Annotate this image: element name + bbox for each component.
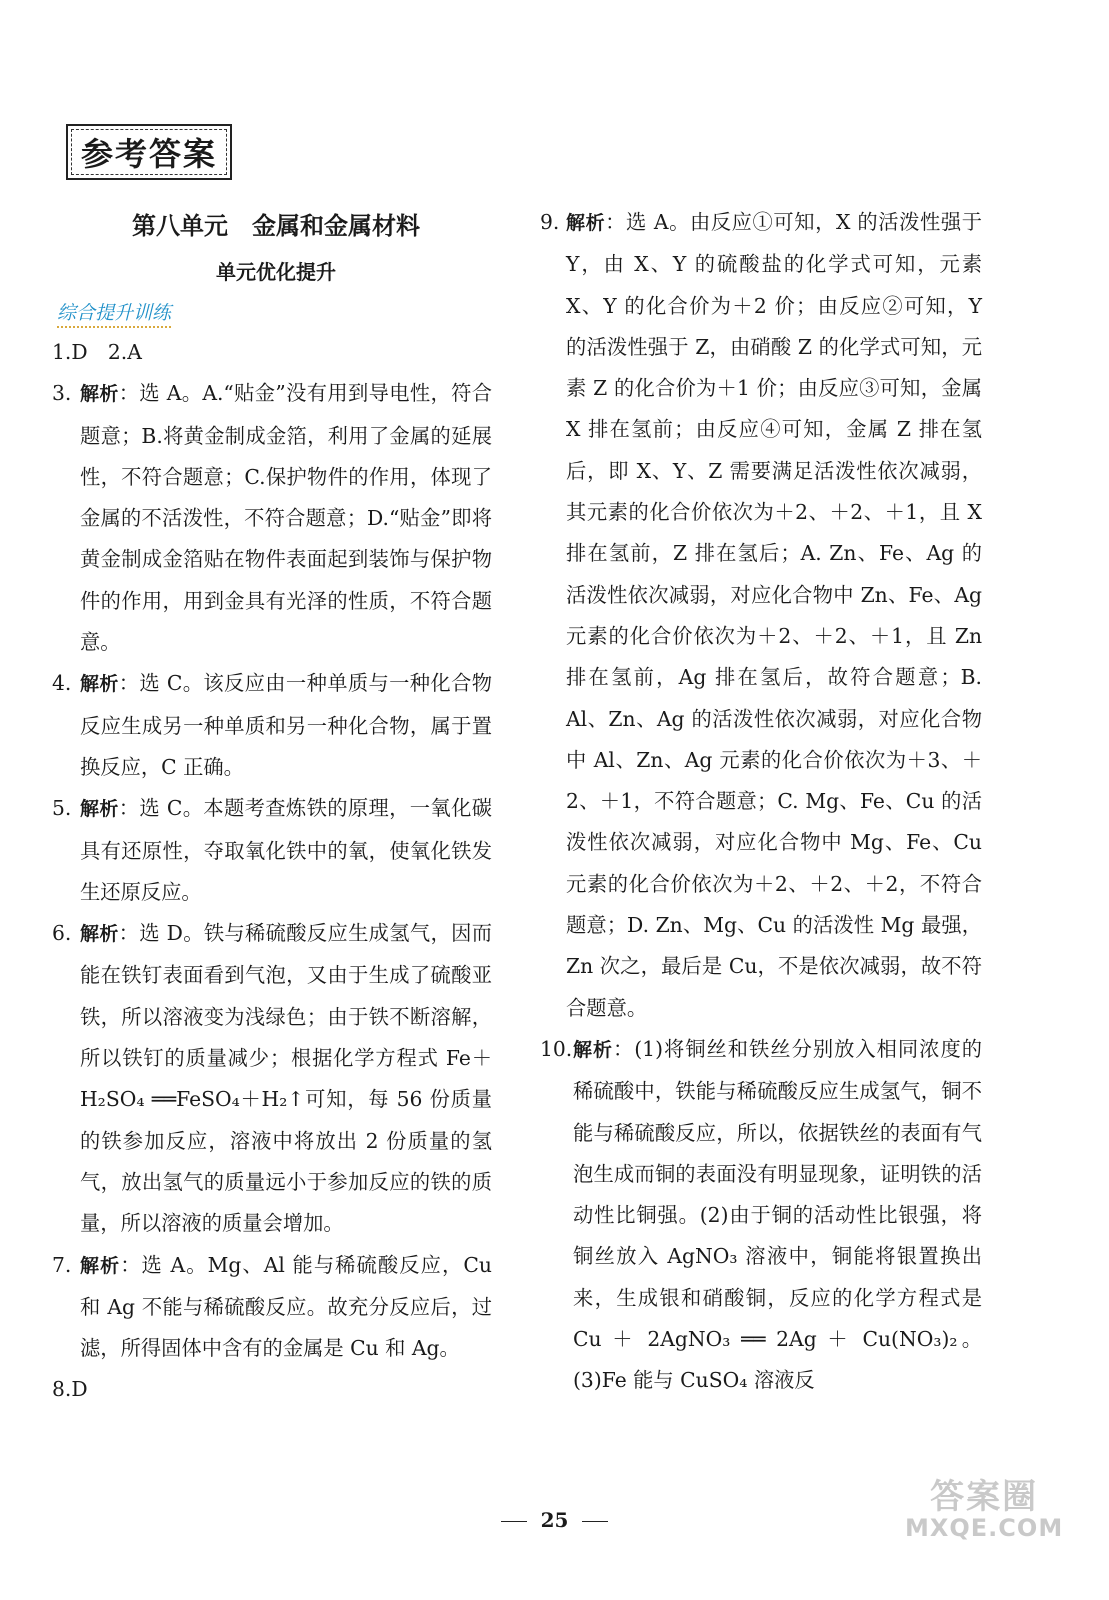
item-text: ：选 D。铁与稀硫酸反应生成氢气，因而能在铁钉表面看到气泡，又由于生成了硫酸亚铁，所以溶液变为浅绿色；由于铁不断溶解，所以铁钉的质量减少；根据化学方程式 Fe＋H₂SO₄ ══FeSO₄＋H₂↑可知，每 56 份质量的铁参加反应，溶液中将放出 2 份质量的氢气，放出氢气的质量远小于参加反应的铁的质量，所以溶液的质量会增加。 — [80, 921, 492, 1236]
analysis-label: 解析 — [80, 923, 119, 946]
item-number: 7. — [52, 1252, 72, 1277]
watermark-text: 答案圈 — [930, 1477, 1039, 1517]
answers-1-2: 1.D 2.A — [52, 340, 142, 364]
page-number-value: 25 — [540, 1508, 569, 1532]
answer-item-5 — [52, 788, 492, 913]
item-number: 3. — [52, 381, 72, 406]
item-text: ：选 C。本题考查炼铁的原理，一氧化碳具有还原性，夺取氧化铁中的氧，使氧化铁发生还原反应。 — [80, 796, 492, 904]
answer-8: 8.D — [52, 1377, 88, 1402]
answer-item-7 — [52, 1245, 492, 1370]
answer-title-box — [66, 124, 232, 180]
right-column — [540, 202, 982, 1402]
item-text: ：选 C。该反应由一种单质与一种化合物反应生成另一种单质和另一种化合物，属于置换反应，C 正确。 — [80, 671, 492, 779]
left-column — [52, 332, 492, 1411]
analysis-label: 解析 — [80, 673, 119, 696]
item-text: ：选 A。由反应①可知，X 的活泼性强于 Y，由 X、Y 的硫酸盐的化学式可知，元素 X、Y 的化合价为＋2 价；由反应②可知，Y 的活泼性强于 Z，由硝酸 Z 的化学式可知，元素 Z 的化合价为＋1 价；由反应③可知，金属 X 排在氢前；由反应④可知，金属 Z 排在氢后，即 X、Y、Z 需要满足活泼性依次减弱，其元素的化合价依次为＋2、＋2、＋1，且 X 排在氢前，Z 排在氢后；A. Zn、Fe、Ag 的活泼性依次减弱，对应化合物中 Zn、Fe、Ag 元素的化合价依次为＋2、＋2、＋1，且 Zn 排在氢前，Ag 排在氢后，故符合题意；B. Al、Zn、Ag 的活泼性依次减弱，对应化合物中 Al、Zn、Ag 元素的化合价依次为＋3、＋2、＋1，不符合题意；C. Mg、Fe、Cu 的活泼性依次减弱，对应化合物中 Mg、Fe、Cu 元素的化合价依次为＋2、＋2、＋2，不符合题意；D. Zn、Mg、Cu 的活泼性 Mg 最强，Zn 次之，最后是 Cu，不是依次减弱，故不符合题意。 — [566, 210, 982, 1020]
item-number: 6. — [52, 921, 72, 946]
page-number-dash-right — [582, 1521, 608, 1523]
item-number: 5. — [52, 796, 72, 821]
answer-item-3 — [52, 373, 492, 663]
section-title: 单元优化提升 — [216, 260, 336, 284]
answer-title: 参考答案 — [71, 129, 227, 175]
answer-item-6 — [52, 913, 492, 1244]
item-text: ：(1)将铜丝和铁丝分别放入相同浓度的稀硫酸中，铁能与稀硫酸反应生成氢气，铜不能与稀硫酸反应，所以，依据铁丝的表面有气泡生成而铜的表面没有明显现象，证明铁的活动性比铜强。(2)由于铜的活动性比银强，将铜丝放入 AgNO₃ 溶液中，铜能将银置换出来，生成银和硝酸铜，反应的化学方程式是 Cu ＋ 2AgNO₃ ══ 2Ag ＋ Cu(NO₃)₂。(3)Fe 能与 CuSO₄ 溶液反 — [573, 1036, 982, 1393]
watermark-url: MXQE.COM — [905, 1513, 1064, 1542]
analysis-label: 解析 — [80, 1254, 121, 1277]
unit-title: 第八单元 金属和金属材料 — [132, 212, 420, 240]
analysis-label: 解析 — [80, 798, 119, 821]
analysis-label: 解析 — [80, 383, 119, 406]
watermark-logo — [905, 1477, 1064, 1542]
answer-item-9 — [540, 202, 982, 1029]
item-text: ：选 A。A.“贴金”没有用到导电性，符合题意；B.将黄金制成金箔，利用了金属的延展性，不符合题意；C.保护物件的作用，体现了金属的不活泼性，不符合题意；D.“贴金”即将黄金制成金箔贴在物件表面起到装饰与保护物件的作用，用到金具有光泽的性质，不符合题意。 — [80, 381, 492, 655]
item-number: 10. — [540, 1036, 573, 1061]
item-number: 4. — [52, 671, 72, 696]
analysis-label: 解析 — [566, 212, 606, 234]
item-number: 9. — [540, 210, 560, 234]
answer-item-10 — [540, 1029, 982, 1402]
page-number-dash-left — [501, 1521, 527, 1523]
item-text: ：选 A。Mg、Al 能与稀硫酸反应，Cu 和 Ag 不能与稀硫酸反应。故充分反应后，过滤，所得固体中含有的金属是 Cu 和 Ag。 — [80, 1252, 492, 1361]
answer-item-4 — [52, 663, 492, 788]
analysis-label: 解析 — [573, 1038, 613, 1061]
training-heading: 综合提升训练 — [57, 298, 171, 328]
